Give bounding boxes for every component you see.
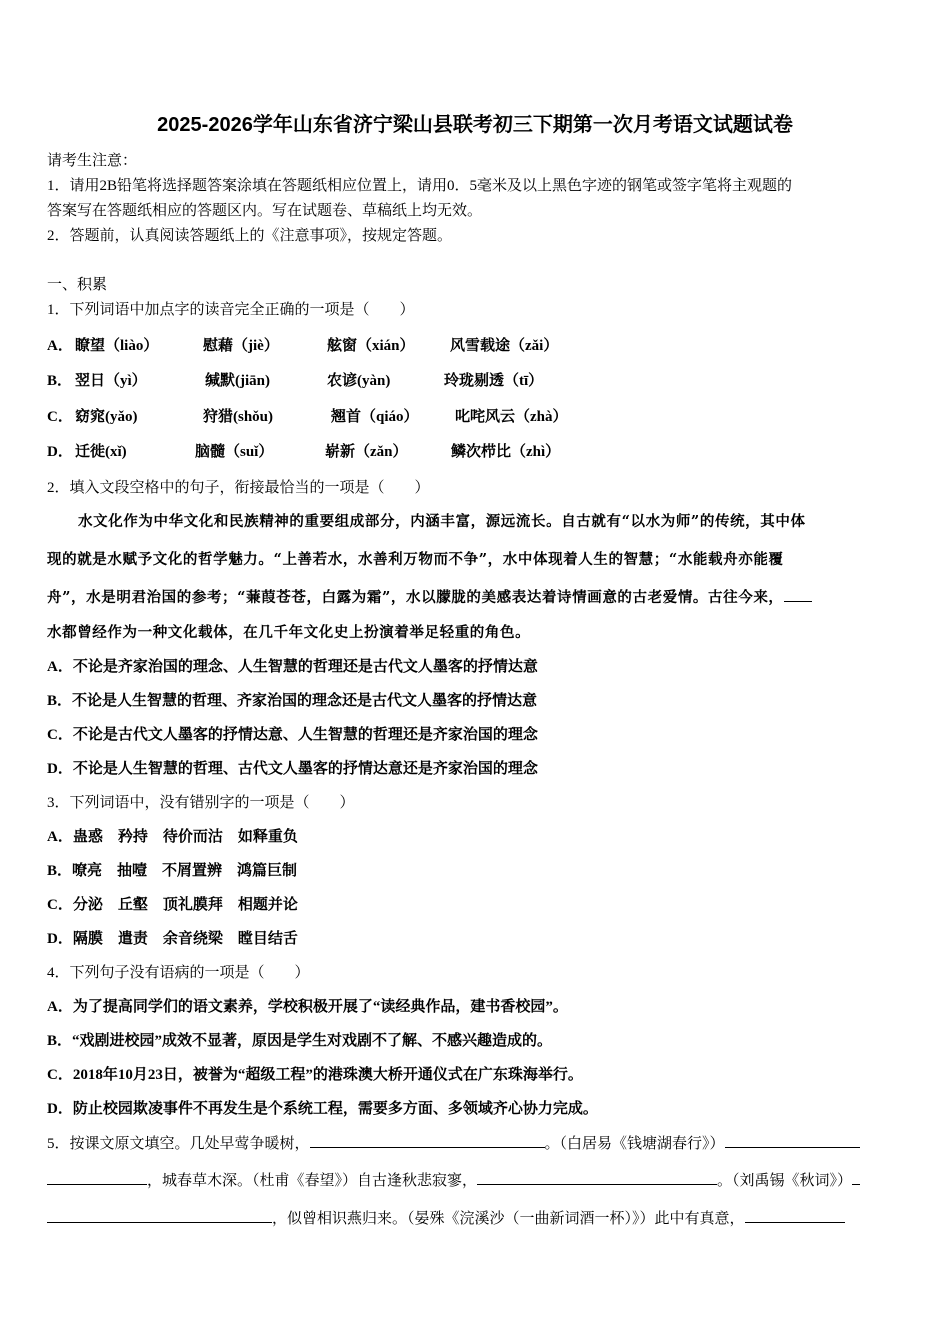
answer-blank[interactable] <box>310 1133 545 1148</box>
q2-option[interactable]: B．不论是人生智慧的哲理、齐家治国的理念还是古代文人墨客的抒情达意 <box>47 693 538 709</box>
q1-option-item: 鳞次栉比（zhì） <box>451 444 561 460</box>
q1-option-item: 风雪载途（zǎi） <box>450 338 559 354</box>
q5-line <box>47 1133 860 1154</box>
passage-line: 水都曾经作为一种文化载体，在几千年文化史上扮演着举足轻重的角色。 <box>47 624 531 641</box>
q3-option[interactable]: C．分泌 丘壑 顶礼膜拜 相题并论 <box>47 897 298 913</box>
q5-text: 5．按课文原文填空。几处早莺争暖树， <box>47 1136 310 1152</box>
q1-option-label[interactable]: D． <box>47 444 73 460</box>
q1-option-label[interactable]: B． <box>47 373 73 389</box>
q3-option[interactable]: D．隔膜 遣责 余音绕梁 瞠目结舌 <box>47 931 298 947</box>
passage-line: 水文化作为中华文化和民族精神的重要组成部分，内涵丰富，源远流长。自古就有“以水为师”的传统，其中体 <box>78 513 806 530</box>
q1-option-item: 翘首（qiáo） <box>331 409 419 425</box>
section-heading: 一、积累 <box>47 277 108 293</box>
q3-option[interactable]: A．蛊惑 矜持 待价而沽 如释重负 <box>47 829 298 845</box>
q1-option-item: 农谚(yàn) <box>327 373 391 389</box>
q1-option-item: 舷窗（xián） <box>327 338 415 354</box>
q1-option-item: 脑髓（suǐ） <box>195 444 274 460</box>
passage-line <box>47 587 812 608</box>
page-title: 2025-2026学年山东省济宁梁山县联考初三下期第一次月考语文试题试卷 <box>157 114 793 136</box>
q5-line <box>47 1170 860 1191</box>
q2-option[interactable]: D．不论是人生智慧的哲理、古代文人墨客的抒情达意还是齐家治国的理念 <box>47 761 538 777</box>
notice-line: 2．答题前，认真阅读答题纸上的《注意事项》，按规定答题。 <box>47 228 453 244</box>
passage-line: 现的就是水赋予文化的哲学魅力。“上善若水，水善利万物而不争”，水中体现着人生的智慧；“水能载舟亦能覆 <box>47 551 784 568</box>
q4-option[interactable]: B．“戏剧进校园”成效不显著，原因是学生对戏剧不了解、不感兴趣造成的。 <box>47 1033 553 1049</box>
answer-blank[interactable] <box>725 1133 860 1148</box>
q1-option-item: 窈窕(yǎo) <box>75 409 138 425</box>
passage-text: 舟”，水是明君治国的参考；“蒹葭苍苍，白露为霜”，水以朦胧的美感表达着诗情画意的古老爱情。古往今来， <box>47 589 784 606</box>
q1-option-item: 狩猎(shǒu) <box>203 409 274 425</box>
q1-stem: 1．下列词语中加点字的读音完全正确的一项是（ ） <box>47 302 415 318</box>
q3-option[interactable]: B．嘹亮 抽噎 不屑置辨 鸿篇巨制 <box>47 863 298 879</box>
answer-blank[interactable] <box>47 1208 272 1223</box>
q1-option-item: 瞭望（liào） <box>75 338 159 354</box>
notice-line: 1．请用2B铅笔将选择题答案涂填在答题纸相应位置上，请用0．5毫米及以上黑色字迹的钢笔或签字笔将主观题的 <box>47 178 793 194</box>
q4-option[interactable]: C．2018年10月23日，被誉为“超级工程”的港珠澳大桥开通仪式在广东珠海举行。 <box>47 1067 583 1083</box>
q2-stem: 2．填入文段空格中的句子，衔接最恰当的一项是（ ） <box>47 480 430 496</box>
q4-stem: 4．下列句子没有语病的一项是（ ） <box>47 965 310 981</box>
q1-option-label[interactable]: C． <box>47 409 73 425</box>
q3-stem: 3．下列词语中，没有错别字的一项是（ ） <box>47 795 355 811</box>
q5-text: 。（白居易《钱塘湖春行》） <box>544 1136 725 1152</box>
answer-blank[interactable] <box>784 587 812 602</box>
q1-option-item: 迁徙(xǐ) <box>75 444 127 460</box>
q1-option-label[interactable]: A． <box>47 338 73 354</box>
q5-text: ，城春草木深。（杜甫《春望》）自古逢秋悲寂寥， <box>147 1173 478 1189</box>
q5-text: 。（刘禹锡《秋词》） <box>717 1173 853 1189</box>
q2-option[interactable]: C．不论是古代文人墨客的抒情达意、人生智慧的哲理还是齐家治国的理念 <box>47 727 538 743</box>
answer-blank[interactable] <box>852 1170 860 1185</box>
answer-blank[interactable] <box>47 1170 147 1185</box>
q1-option-item: 崭新（zǎn） <box>325 444 408 460</box>
q1-option-item: 缄默(jiān) <box>205 373 270 389</box>
q1-option-item: 慰藉（jiè） <box>203 338 279 354</box>
q4-option[interactable]: D．防止校园欺凌事件不再发生是个系统工程，需要多方面、多领域齐心协力完成。 <box>47 1101 598 1117</box>
q1-option-item: 叱咤风云（zhà） <box>455 409 568 425</box>
q2-option[interactable]: A．不论是齐家治国的理念、人生智慧的哲理还是古代文人墨客的抒情达意 <box>47 659 538 675</box>
notice-line: 答案写在答题纸相应的答题区内。写在试题卷、草稿纸上均无效。 <box>47 203 483 219</box>
q1-option-item: 玲珑剔透（tī） <box>444 373 544 389</box>
q5-text: ，似曾相识燕归来。（晏殊《浣溪沙（一曲新词酒一杯）》）此中有真意， <box>272 1211 745 1227</box>
answer-blank[interactable] <box>745 1208 845 1223</box>
notice-heading: 请考生注意： <box>47 153 138 169</box>
q4-option[interactable]: A．为了提高同学们的语文素养，学校积极开展了“读经典作品，建书香校园”。 <box>47 999 568 1015</box>
answer-blank[interactable] <box>477 1170 717 1185</box>
q5-line <box>47 1208 845 1229</box>
q1-option-item: 翌日（yì） <box>75 373 147 389</box>
